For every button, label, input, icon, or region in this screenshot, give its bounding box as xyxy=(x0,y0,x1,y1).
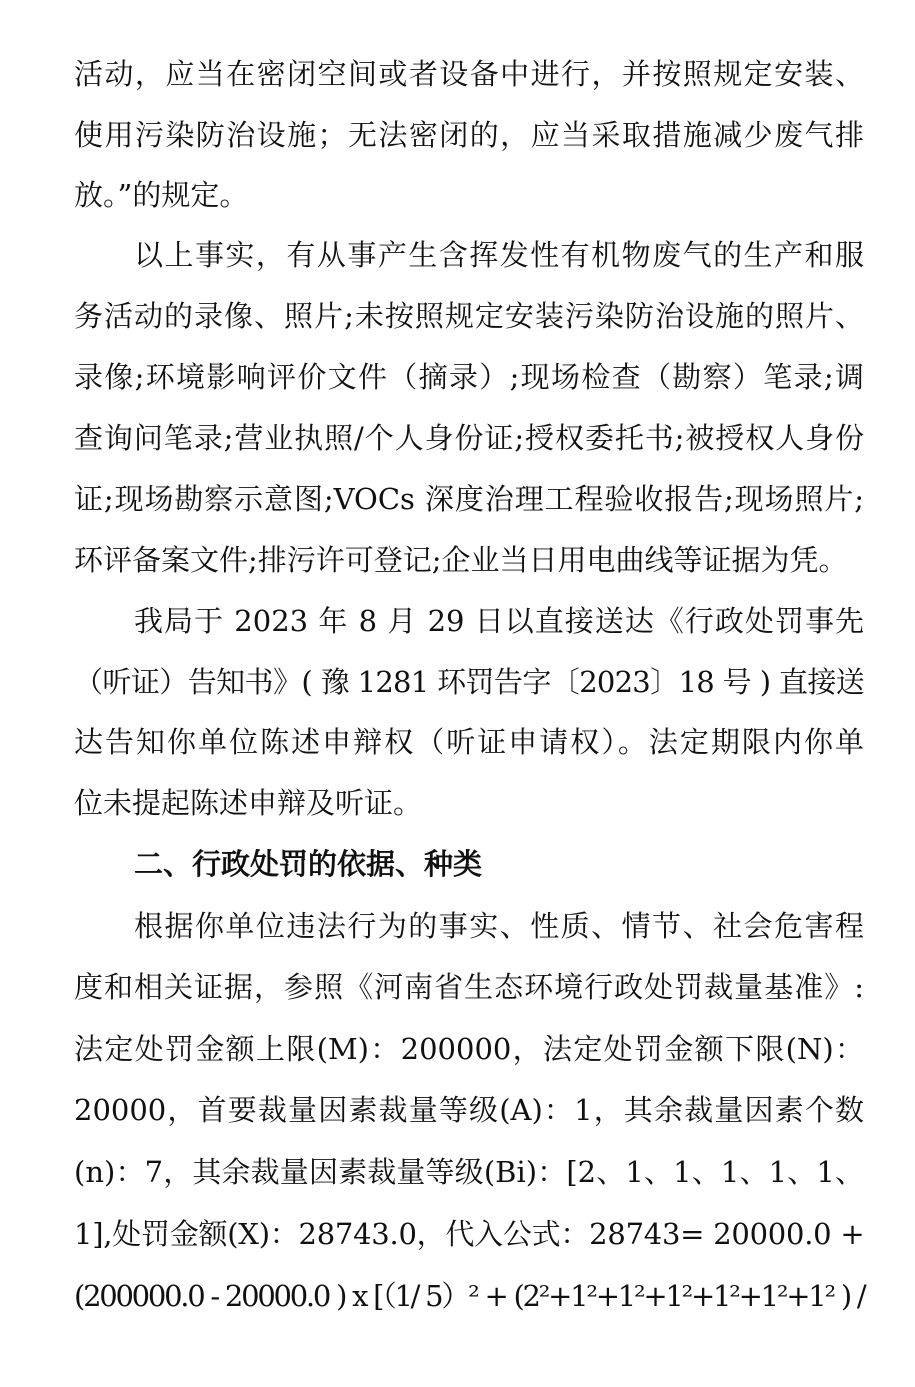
text-line: 1],处罚金额(X)：28743.0，代入公式：28743= 20000.0 + xyxy=(74,1217,865,1251)
text-line: 我局于 2023 年 8 月 29 日以直接送达《行政处罚事先 xyxy=(134,604,864,638)
text-line: 活动，应当在密闭空间或者设备中进行，并按照规定安装、 xyxy=(74,57,864,91)
text-line: （听证）告知书》( 豫 1281 环罚告字〔2023〕18 号 ) 直接送 xyxy=(74,665,864,699)
text-line: 放。”的规定。 xyxy=(74,178,249,212)
text-line: 达告知你单位陈述申辩权（听证申请权）。法定期限内你单 xyxy=(74,725,864,759)
text-line: 证;现场勘察示意图;VOCs 深度治理工程验收报告;现场照片; xyxy=(74,482,864,516)
text-line: 使用污染防治设施；无法密闭的，应当采取措施减少废气排 xyxy=(74,118,864,152)
text-line: 环评备案文件;排污许可登记;企业当日用电曲线等证据为凭。 xyxy=(74,543,848,577)
text-line: 以上事实，有从事产生含挥发性有机物废气的生产和服 xyxy=(134,238,864,272)
text-line: 务活动的录像、照片;未按照规定安装污染防治设施的照片、 xyxy=(74,299,864,333)
text-line: 录像;环境影响评价文件（摘录）;现场检查（勘察）笔录;调 xyxy=(74,360,864,394)
text-line: 位未提起陈述申辩及听证。 xyxy=(74,786,423,820)
text-line: (n)：7，其余裁量因素裁量等级(Bi)：[2、1、1、1、1、1、 xyxy=(74,1155,864,1189)
text-line: 查询问笔录;营业执照/个人身份证;授权委托书;被授权人身份 xyxy=(74,421,864,455)
text-line: 20000，首要裁量因素裁量等级(A)：1，其余裁量因素个数 xyxy=(74,1093,864,1127)
text-line: 法定处罚金额上限(M)：200000，法定处罚金额下限(N)： xyxy=(74,1032,864,1066)
section-heading: 二、行政处罚的依据、种类 xyxy=(134,847,483,881)
text-line: 度和相关证据，参照《河南省生态环境行政处罚裁量基准》: xyxy=(74,970,864,1004)
text-line: 根据你单位违法行为的事实、性质、情节、社会危害程 xyxy=(134,909,864,943)
text-line: (200000.0 - 20000.0 ) x [（1/ 5）² + (2²+1²+1²+1²+1²+1²+1² ) / xyxy=(74,1279,865,1313)
